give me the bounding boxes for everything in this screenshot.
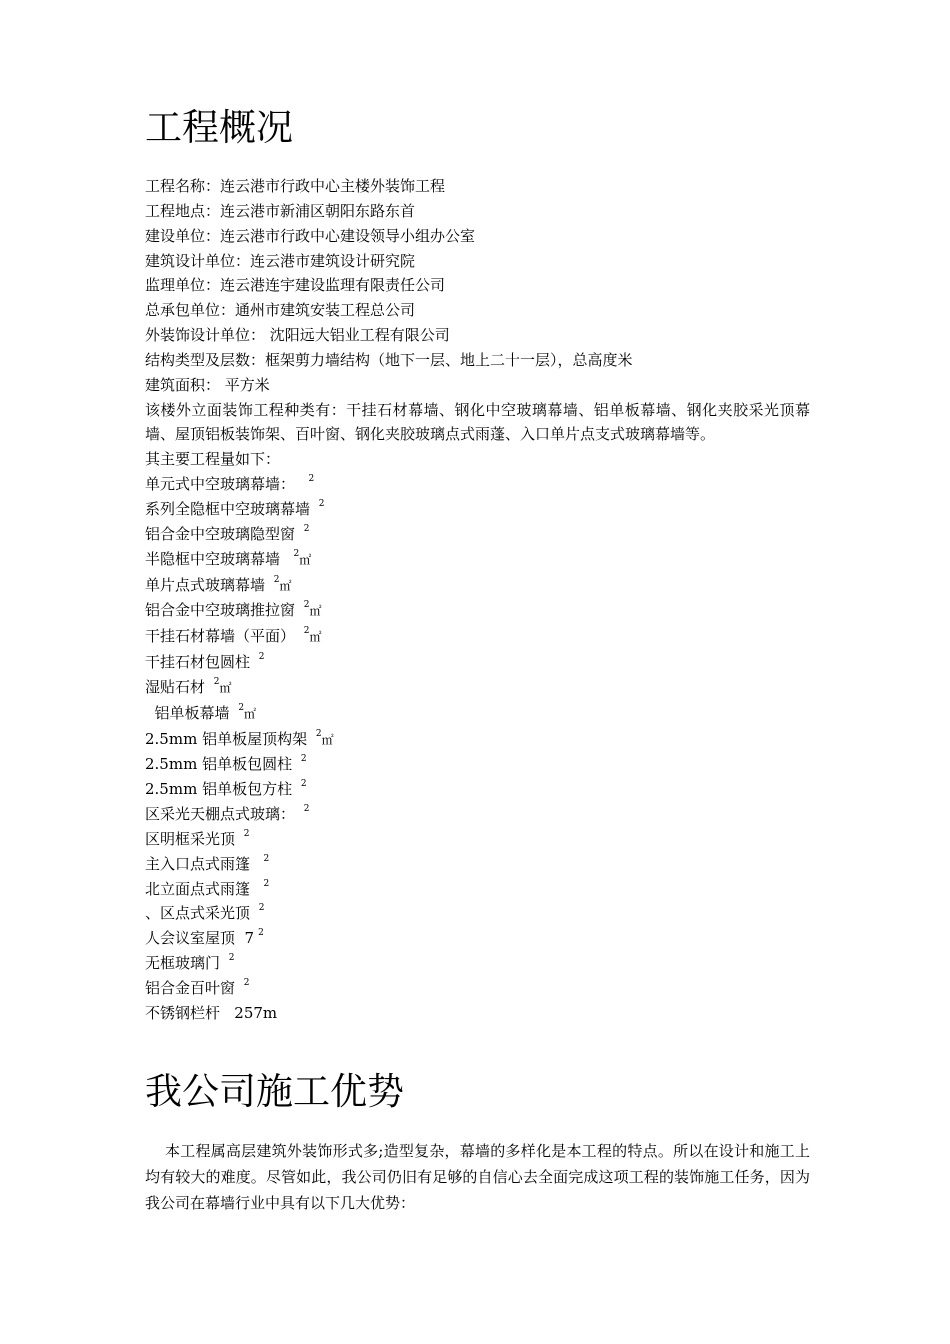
quantity-item: [145, 951, 810, 976]
info-client: 建设单位：连云港市行政中心建设领导小组办公室: [145, 226, 476, 245]
info-project-location: 工程地点：连云港市新浦区朝阳东路东首: [145, 201, 416, 220]
quantity-item: [145, 624, 810, 650]
quantity-item-superscript: 2: [243, 978, 250, 988]
quantity-item-name: 系列全隐框中空玻璃幕墙: [145, 499, 315, 518]
info-floor-area: 建筑面积： 平方米: [145, 375, 270, 394]
quantity-item: [145, 777, 810, 802]
quantity-item-superscript: 2: [258, 652, 265, 663]
quantity-item-superscript: 2: [303, 626, 310, 637]
quantity-item-unit: ㎡: [219, 680, 232, 695]
section-title-overview: 工程概况: [145, 106, 293, 149]
quantity-item-name: 无框玻璃门: [145, 954, 225, 973]
quantity-item-name: 2.5mm 铝单板包圆柱: [145, 755, 297, 774]
quantity-item-name: 区明框采光顶: [145, 829, 240, 848]
quantity-item: [145, 650, 810, 675]
quantity-item-name: 不锈钢栏杆 257m: [145, 1003, 278, 1022]
section-title-advantages: 我公司施工优势: [145, 1070, 404, 1113]
quantity-item-name: 人会议室屋顶 7: [145, 929, 255, 948]
quantity-item-superscript: 2: [228, 953, 235, 964]
quantity-item-superscript: 2: [303, 523, 310, 534]
quantity-item-name: 、区点式采光顶: [145, 904, 255, 923]
scope-description: 该楼外立面装饰工程种类有：干挂石材幕墙、钢化中空玻璃幕墙、铝单板幕墙、钢化夹胶采光顶幕墙、屋顶铝板装饰架、百叶窗、钢化夹胶玻璃点式雨蓬、入口单片点支式玻璃幕墙等。: [145, 400, 810, 444]
quantity-item: [145, 877, 810, 902]
quantity-item-superscript: 2: [315, 728, 322, 739]
quantity-item-superscript: 2: [263, 878, 270, 889]
quantity-item: [145, 598, 810, 624]
quantity-item: [145, 522, 810, 547]
quantities-intro: 其主要工程量如下：: [145, 450, 281, 469]
quantity-item-superscript: 2: [303, 804, 310, 815]
quantity-item-name: 湿贴石材: [145, 677, 210, 696]
quantity-item: [145, 573, 810, 599]
quantity-item-name: 区采光天棚点式玻璃：: [145, 805, 300, 824]
quantity-item-name: 干挂石材幕墙（平面）: [145, 627, 300, 646]
quantity-item-name: 铝合金中空玻璃推拉窗: [145, 601, 300, 620]
project-info-block: [145, 174, 810, 1026]
quantity-item-superscript: 2: [273, 574, 280, 585]
quantity-item-unit: ㎡: [244, 706, 257, 721]
quantity-item: [145, 802, 810, 827]
quantity-item-name: 2.5mm 铝单板屋顶构架: [145, 729, 312, 748]
info-project-name: 工程名称：连云港市行政中心主楼外装饰工程: [145, 177, 446, 195]
quantity-item-superscript: 2: [243, 828, 250, 839]
quantity-item-superscript: 2: [258, 928, 264, 939]
quantity-item-superscript: 2: [308, 474, 315, 485]
quantity-item-name: 2.5mm 铝单板包方柱: [145, 780, 297, 799]
quantity-item-superscript: 2: [300, 754, 307, 765]
quantity-item-name: 干挂石材包圆柱: [145, 653, 255, 672]
quantity-item-unit: ㎡: [321, 732, 334, 747]
quantity-item-superscript: 2: [258, 903, 265, 914]
quantity-item-unit: ㎡: [309, 630, 322, 645]
quantity-item: [145, 472, 810, 497]
quantity-item-name: 铝合金百叶窗: [145, 979, 240, 997]
quantity-item-superscript: 2: [238, 702, 245, 713]
quantity-item-name: 半隐框中空玻璃幕墙: [145, 549, 290, 568]
info-supervisor: 监理单位：连云港连宇建设监理有限责任公司: [145, 276, 446, 295]
quantity-item: [145, 926, 810, 951]
quantity-list: [145, 472, 810, 1026]
quantity-item-superscript: 2: [213, 676, 220, 687]
quantity-item-name: 单元式中空玻璃幕墙：: [145, 475, 305, 494]
info-architect: 建筑设计单位：连云港市建筑设计研究院: [145, 251, 416, 270]
info-facade-designer: 外装饰设计单位： 沈阳远大铝业工程有限公司: [145, 326, 450, 345]
quantity-item-unit: ㎡: [309, 604, 322, 619]
quantity-item-name: 单片点式玻璃幕墙: [145, 575, 270, 594]
quantity-item-name: 北立面点式雨篷: [145, 879, 260, 898]
quantity-item: [145, 752, 810, 777]
quantity-item-superscript: 2: [263, 853, 270, 864]
quantity-item-unit: ㎡: [279, 578, 292, 593]
quantity-item: [145, 901, 810, 926]
quantity-item: [145, 976, 810, 1001]
quantity-item-unit: ㎡: [299, 552, 312, 567]
info-structure: 结构类型及层数：框架剪力墙结构（地下一层、地上二十一层），总高度米: [145, 350, 633, 369]
quantity-item: [145, 827, 810, 852]
quantity-item-superscript: 2: [303, 600, 310, 611]
quantity-item: [145, 675, 810, 701]
quantity-item-superscript: 2: [300, 779, 307, 790]
quantity-item: [145, 852, 810, 877]
quantity-item: [145, 547, 810, 573]
quantity-item: [145, 497, 810, 522]
quantity-item-superscript: 2: [318, 498, 325, 509]
advantages-paragraph: 本工程属高层建筑外装饰形式多;造型复杂，幕墙的多样化是本工程的特点。所以在设计和施工上均有较大的难度。尽管如此，我公司仍旧有足够的自信心去全面完成这项工程的装饰施工任务，因为我公司在幕墙行业中具有以下几大优势：: [145, 1142, 810, 1212]
quantity-item: [145, 727, 810, 753]
quantity-item-superscript: 2: [293, 548, 300, 559]
quantity-item: [145, 1001, 810, 1026]
quantity-item: [145, 701, 810, 727]
quantity-item-name: 主入口点式雨篷: [145, 854, 260, 873]
quantity-item-name: 铝单板幕墙: [145, 703, 235, 722]
info-general-contractor: 总承包单位：通州市建筑安装工程总公司: [145, 301, 416, 320]
quantity-item-name: 铝合金中空玻璃隐型窗: [145, 524, 300, 543]
